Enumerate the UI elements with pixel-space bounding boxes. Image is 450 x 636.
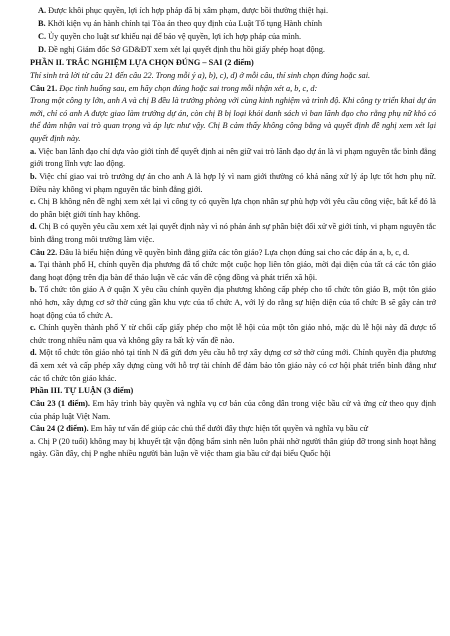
question-22-answer-d: d. Một tổ chức tôn giáo nhỏ tại tỉnh N đã gửi đơn yêu cầu hỗ trợ xây dựng cơ sở thờ cúng mới. Chính quyền địa phương đã xem xét và cấp phép xây dựng cùng với hỗ trợ tài chính để đảm bảo tôn giáo này có cơ hội phát triển bình đẳng như các tổ chức tôn giáo khác. <box>30 348 436 383</box>
question-22-answer-c: c. Chính quyền thành phố Y từ chối cấp giấy phép cho một lễ hội của một tôn giáo nhỏ, mặc dù lễ hội này đã được tổ chức trong nhiều năm qua và không gây ra bất kỳ vấn đề nào. <box>30 323 437 345</box>
question-24: Câu 24 (2 điểm). Em hãy tư vấn để giúp các chủ thể dưới đây thực hiện tốt quyền và nghĩa vụ bầu cử <box>30 424 369 434</box>
option-a: A. Được khôi phục quyền, lợi ích hợp pháp đã bị xâm phạm, được bồi thường thiệt hại. <box>38 6 329 15</box>
question-21-answer-a: a. Việc ban lãnh đạo chỉ dựa vào giới tính để quyết định ai nên giữ vai trò lãnh đạo dự án là vi phạm nguyên tắc bình đẳng giới trong lĩnh vực lao động. <box>30 146 436 169</box>
option-d: D. Đề nghị Giám đốc Sở GD&ĐT xem xét lại quyết định thu hồi giấy phép hoạt động. <box>38 45 325 55</box>
part2-instructions: Thí sinh trả lời từ câu 21 đến câu 22. Trong mỗi ý a), b), c), d) ở mỗi câu, thí sinh chọn đúng hoặc sai. <box>30 71 371 81</box>
question-22-answer-a: a. Tại thành phố H, chính quyền địa phương đã tổ chức một cuộc họp liên tôn giáo, mời đại diện của tất cả các tôn giáo đang hoạt động trên địa bàn để thảo luận về các vấn đề cộng đồng và phát triển xã hội. <box>30 260 436 282</box>
question-23: Câu 23 (1 điểm). Em hãy trình bày quyền và nghĩa vụ cơ bản của công dân trong việc bầu cử và ứng cử theo quy định của pháp luật Việt Nam. <box>30 398 437 421</box>
question-22-header: Câu 22. Đâu là biểu hiện đúng về quyền bình đẳng giữa các tôn giáo? Lựa chọn đúng sai cho các đáp án a, b, c, d. <box>30 247 410 257</box>
part3-title: Phần III. TỰ LUẬN (3 điểm) <box>30 386 134 396</box>
question-22-answer-b: b. Tổ chức tôn giáo A ở quận X yêu cầu chính quyền địa phương không cấp phép cho tổ chức tôn giáo B, một tôn giáo nhỏ hơn, xây dựng cơ sở thờ cúng gần khu vực của tổ chức A, với lý do rằng sự hiện diện của tổ chức B sẽ gây cản trở hoạt động của tổ chức A. <box>30 285 436 320</box>
question-21-answer-d: d. Chị B có quyền yêu cầu xem xét lại quyết định này vì nó phản ánh sự phân biệt đối xử về giới tính, vi phạm nguyên tắc bình đẳng trong môi trường làm việc. <box>30 222 436 244</box>
question-24-item-a: a. Chị P (20 tuổi) không may bị khuyết tật vận động bẩm sinh nên luôn phải nhờ người thân giúp đỡ trong sinh hoạt hằng ngày. Gần đây, chị P nghe nhiều người bàn luận về việc tham gia bầu cử đại biểu Quốc hội <box>30 436 436 459</box>
question-21-header: Câu 21. Đọc tình huống sau, em hãy chọn đúng hoặc sai trong mỗi nhận xét a, b, c, d: <box>30 83 318 93</box>
question-21-scenario: Trong một công ty lớn, anh A và chị B đều là trưởng phòng với cùng kinh nghiệm và trình độ. Khi công ty triển khai dự án mới, chỉ có anh A được giao làm trưởng dự án, còn chị B bị loại khỏi danh sách vì ban lãnh đạo cho rằng phụ nữ khó có thể đảm nhận vai trò quan trọng và áp lực như vậy. Chị B cảm thấy không công bằng và quyết định đề nghị xem xét lại quyết định này. <box>30 96 436 144</box>
question-21-answer-c: c. Chị B không nên đề nghị xem xét lại vì công ty có quyền lựa chọn nhân sự phù hợp với yêu cầu công việc, bất kể đó là do phân biệt giới tính hay không. <box>30 197 436 219</box>
option-b: B. Khởi kiện vụ án hành chính tại Tòa án theo quy định của Luật Tố tụng Hành chính <box>38 19 323 29</box>
part1-tail-options <box>30 5 436 57</box>
option-c: C. Ủy quyền cho luật sư khiếu nại để bảo vệ quyền, lợi ích hợp pháp của mình. <box>38 32 302 42</box>
part2-title: PHẦN II. TRẮC NGHIỆM LỰA CHỌN ĐÚNG – SAI (2 điểm) <box>30 58 254 68</box>
question-21-answer-b: b. Việc chỉ giao vai trò trưởng dự án cho anh A là hợp lý vì nam giới thường có khả năng xử lý áp lực tốt hơn phụ nữ. Điều này không vi phạm nguyên tắc bình đẳng giới. <box>30 171 436 194</box>
